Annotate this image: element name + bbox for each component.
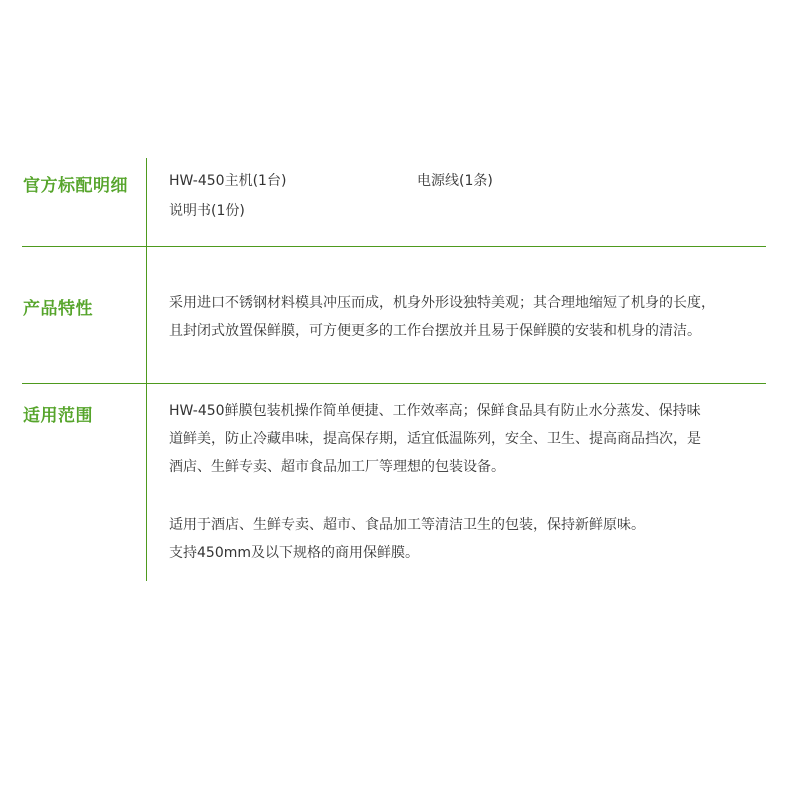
contents-heading: 官方标配明细 <box>23 176 128 196</box>
features-line: 且封闭式放置保鲜膜，可方便更多的工作台摆放并且易于保鲜膜的安装和机身的清洁。 <box>169 323 701 339</box>
features-line: 采用进口不锈钢材料模具冲压而成，机身外形设独特美观；其合理地缩短了机身的长度， <box>169 295 715 311</box>
contents-item-main-unit: HW-450主机(1台) <box>169 173 287 189</box>
features-paragraph <box>169 289 715 345</box>
contents-item-power-cord: 电源线(1条) <box>417 173 493 189</box>
contents-item-manual: 说明书(1份) <box>169 203 245 219</box>
scope-paragraph-2 <box>169 511 645 567</box>
scope-line: 适用于酒店、生鲜专卖、超市、食品加工等清洁卫生的包装，保持新鲜原味。 <box>169 517 645 533</box>
scope-line: 酒店、生鲜专卖、超市食品加工厂等理想的包装设备。 <box>169 459 505 475</box>
features-heading: 产品特性 <box>23 299 93 319</box>
scope-line: 支持450mm及以下规格的商用保鲜膜。 <box>169 545 419 561</box>
scope-paragraph-1 <box>169 397 701 481</box>
scope-heading: 适用范围 <box>23 406 93 426</box>
column-divider <box>146 158 147 581</box>
row-divider-1 <box>22 246 766 247</box>
row-divider-2 <box>22 383 766 384</box>
scope-line: HW-450鲜膜包装机操作简单便捷、工作效率高；保鲜食品具有防止水分蒸发、保持味 <box>169 403 701 419</box>
scope-line: 道鲜美，防止冷藏串味，提高保存期，适宜低温陈列，安全、卫生、提高商品挡次，是 <box>169 431 701 447</box>
